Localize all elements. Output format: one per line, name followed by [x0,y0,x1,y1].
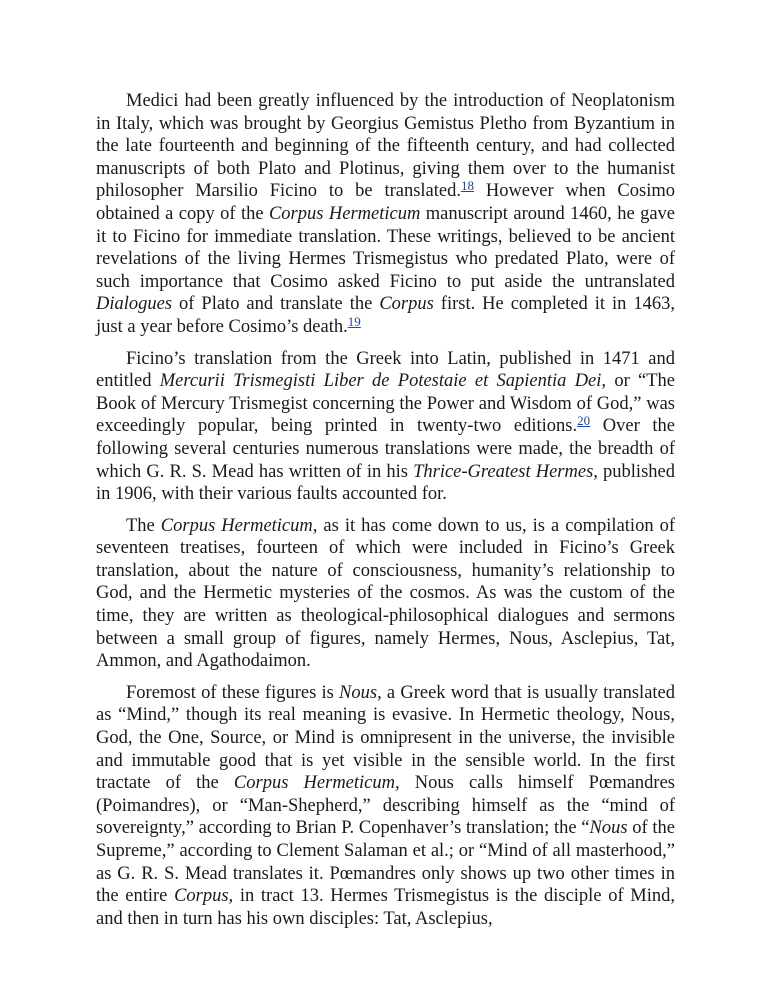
body-text: as it has come down to us, is a compilation of seventeen treatises, fourteen of which were included in Ficino’s Greek translation, about the nature of consciousness, humanity’s relationship to God, and the Hermetic mysteries of the cosmos. As was the custom of the time, they are written as theological-philosophical dialogues and sermons between a small group of figures, namely Hermes, Nous, Asclepius, Tat, Ammon, and Agathodaimon. [96,515,676,672]
body-text: first. He completed it in 1463, just a year before Cosimo’s death. [96,294,675,337]
body-text: Medici had been greatly influenced by the introduction of Neoplatonism in Italy, which was brought by Georgius Gemistus Pletho from Byzantium in the late fourteenth and beginning of the fifteenth century, and had collected manuscripts of both Plato and Plotinus, giving them over to the humanist philosopher Marsilio Ficino to be translated. [96,91,675,202]
body-text: However when Cosimo obtained a copy of the [96,181,675,224]
body-text: Foremost of these figures is [126,682,340,703]
footnote-link[interactable]: 20 [577,413,591,429]
paragraph [96,348,675,506]
body-text: Nous calls himself Pœmandres (Poimandres), or “Man-Shepherd,” describing himself as the “mind of sovereignty,” according to Brian P. Copenhaver’s translation; the “ [96,773,676,839]
italic-text: Nous, [339,682,382,703]
body-text: of Plato and translate the [172,294,380,315]
footnote-link[interactable]: 18 [460,178,474,194]
paragraph [96,682,675,931]
footnote-link[interactable]: 19 [347,313,361,329]
body-text: in tract 13. Hermes Trismegistus is the disciple of Mind, and then in turn has his own disciples: Tat, Asclepius, [96,886,675,929]
italic-text: Dialogues [96,294,173,315]
italic-text: Nous [589,818,628,839]
body-text: published in 1906, with their various faults accounted for. [96,461,675,505]
body-text: of the Supreme,” according to Clement Salaman et al.; or “Mind of all masterhood,” as G. R. S. Mead translates it. Pœmandres only shows up two other times in the entire [96,818,675,907]
italic-text: Corpus Hermeticum, [233,773,400,794]
italic-text: Corpus Hermeticum, [160,515,318,536]
italic-text: Corpus, [174,886,234,907]
body-text: manuscript around 1460, he gave it to Ficino for immediate translation. These writings, believed to be ancient revelations of the living Hermes Trismegistus who predated Plato, were of such importance that Cosimo asked Ficino to put aside the untranslated [96,203,675,292]
paragraph [96,90,675,339]
body-text: or “The Book of Mercury Trismegist concerning the Power and Wisdom of God,” was exceedingly popular, being printed in twenty-two editions. [96,371,675,437]
paragraph [96,515,675,673]
body-text: Over the following several centuries numerous translations were made, the breadth of which G. R. S. Mead has written of in his [96,416,675,482]
italic-text: Mercurii Trismegisti Liber de Potestaie et Sapientia Dei, [159,371,607,392]
italic-text: Corpus [379,294,434,315]
body-text: Ficino’s translation from the Greek into Latin, published in 1471 and entitled [96,348,675,392]
document-page [96,90,675,939]
italic-text: Corpus Hermeticum [268,203,421,224]
body-text: The [126,515,161,536]
italic-text: Thrice-Greatest Hermes, [413,461,598,482]
body-text: a Greek word that is usually translated as “Mind,” though its real meaning is evasive. In Hermetic theology, Nous, God, the One, Source, or Mind is omnipresent in the universe, the invisible and immutable good that is yet visible in the sensible world. In the first tractate of the [96,682,675,794]
